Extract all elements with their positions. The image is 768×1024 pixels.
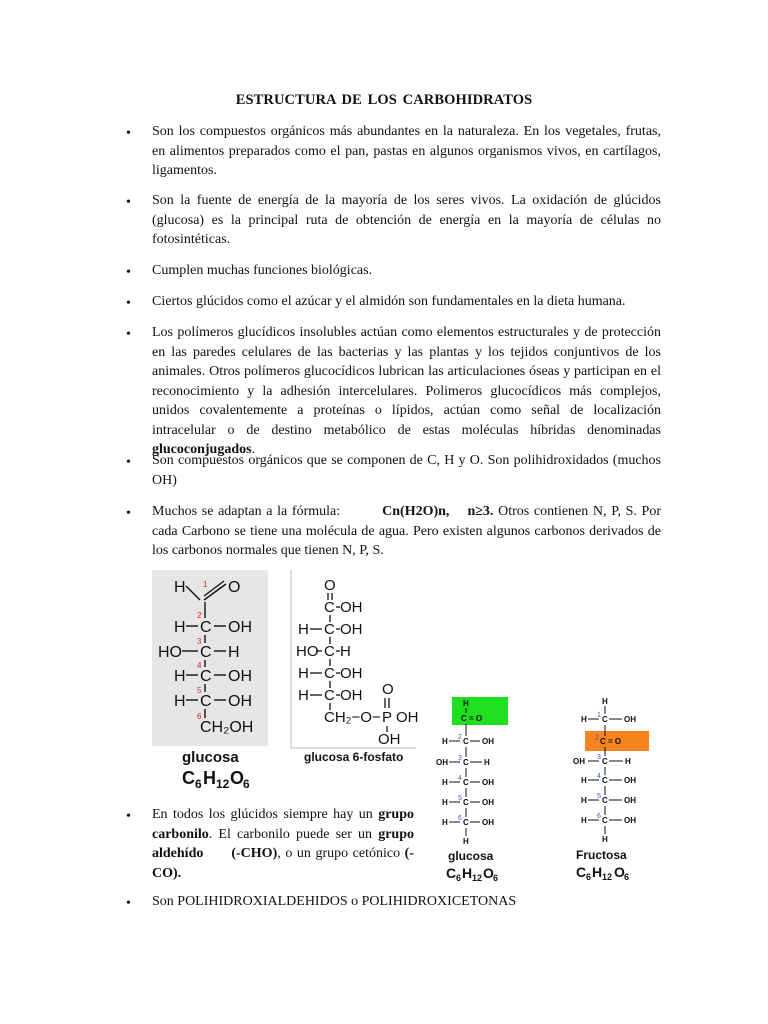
formula-part: H — [203, 768, 216, 788]
atom-label: C — [324, 599, 335, 616]
carbon-number: 1 — [203, 580, 208, 589]
formula-part: 6 — [243, 777, 250, 790]
atom-label: H — [442, 818, 448, 827]
carbon-number: 1 — [597, 712, 601, 719]
atom-label: H — [581, 776, 587, 785]
molecule-name: glucosa 6-fosfato — [304, 750, 404, 764]
atom-label: C — [602, 715, 608, 724]
paragraph-carbonyl — [152, 805, 414, 883]
atom-label: C — [324, 687, 335, 704]
formula-part: 12 — [602, 872, 613, 882]
aldehyde-term: grupo aldehído — [152, 826, 414, 861]
atom-label: OH — [340, 621, 363, 638]
glucose-fischer-figure — [432, 694, 518, 884]
bullet-marker: • — [126, 327, 131, 342]
paragraph-composition: Son compuestos orgánicos que se componen de C, H y O. Son polihidroxidados (muchos OH) — [152, 453, 661, 488]
carbon-number: 4 — [458, 775, 462, 782]
formula-expression: Cn(H2O)n, — [382, 504, 450, 519]
atom-label: C — [200, 644, 212, 661]
bullet-marker: • — [126, 126, 131, 141]
formula-part: 6 — [195, 777, 202, 790]
atom-label: H — [463, 837, 469, 846]
molecule-name: Fructosa — [576, 848, 627, 862]
carbonyl-text: , o un grupo cetónico — [277, 846, 405, 861]
bullet-marker: • — [126, 896, 131, 911]
carbon-number: 6 — [197, 712, 202, 721]
atom-label: O — [324, 577, 336, 594]
carbon-number: 4 — [197, 661, 202, 670]
formula-part: 6 — [493, 873, 499, 883]
atom-label: H — [228, 644, 240, 661]
polymers-text: Los polímeros glucídicos insolubles actúan como elementos estructurales y de protección en las paredes celulares de las bacterias y las plantas y los tejidos conjuntivos de los animales. Otros polímeros glucocídicos lubrican las articulaciones óseas y participan en el reconocimiento y la adhesión intercelulares. Polimeros glucocídicos más complejos, unidos covalentemente a proteínas o lípidos, actúan como señal de localización intracelular o de destino metabólico de estas moléculas híbridas denominadas — [152, 325, 661, 438]
atom-label: OH — [624, 796, 636, 805]
atom-label: H — [174, 579, 186, 596]
formula-part: 12 — [216, 777, 230, 790]
aldehyde-formula: (-CHO) — [231, 846, 278, 861]
atom-label: OH — [396, 709, 419, 726]
carbon-number: 6 — [458, 815, 462, 822]
atom-label: HO — [296, 643, 319, 660]
atom-label: C = O — [600, 737, 622, 746]
atom-label: H — [581, 816, 587, 825]
paragraph-abundance: Son los compuestos orgánicos más abundantes en la naturaleza. En los vegetales, frutas, en alimentos preparados como el pan, pastas en algunos organismos vivos, en cartílagos, ligamentos. — [152, 124, 661, 178]
carbon-number: 3 — [197, 637, 202, 646]
bullet-marker: • — [126, 195, 131, 210]
atom-label: C — [602, 816, 608, 825]
glucose-structure-figure — [152, 570, 268, 790]
carbon-number: 6 — [597, 813, 601, 820]
formula-part: O — [483, 865, 494, 881]
formula-part: O — [614, 864, 625, 880]
atom-label: C — [200, 693, 212, 710]
paragraph-functions: Cumplen muchas funciones biológicas. — [152, 263, 373, 278]
atom-label: H — [602, 697, 608, 706]
atom-label: C — [324, 643, 335, 660]
carbon-number: 5 — [197, 686, 202, 695]
atom-label: OH — [228, 693, 252, 710]
bullet-marker: • — [126, 809, 131, 824]
formula-part: C — [576, 864, 587, 880]
atom-label: OH — [228, 619, 252, 636]
bullet-marker: • — [126, 455, 131, 470]
fructose-fischer-figure — [568, 694, 658, 884]
atom-label: H — [174, 693, 186, 710]
atom-label: C — [602, 757, 608, 766]
atom-label: OH — [228, 668, 252, 685]
atom-label: H — [602, 835, 608, 844]
carbon-number: 2 — [595, 735, 599, 742]
paragraph-diet: Ciertos glúcidos como el azúcar y el almidón son fundamentales en la dieta humana. — [152, 294, 626, 309]
atom-label: C — [602, 776, 608, 785]
polymers-end: . — [251, 442, 256, 457]
atom-label: OH — [482, 798, 494, 807]
atom-label: OH — [340, 687, 363, 704]
atom-label: H — [581, 715, 587, 724]
atom-label: OH — [624, 816, 636, 825]
atom-label: H — [298, 665, 309, 682]
atom-label: H — [174, 619, 186, 636]
atom-label: O — [228, 579, 241, 596]
atom-label: H — [442, 737, 448, 746]
atom-label: H — [298, 621, 309, 638]
paragraph-energy: Son la fuente de energía de la mayoría de los seres vivos. La oxidación de glúcidos (glucosa) es la principal ruta de obtención de energía en la mayoría de células no fotosintéticas. — [152, 193, 661, 247]
carbon-number: 4 — [597, 773, 601, 780]
ketone-formula: (-CO). — [152, 846, 414, 881]
bullet-marker: • — [126, 265, 131, 280]
atom-label: P — [382, 709, 393, 726]
atom-label: H — [625, 757, 631, 766]
atom-label: OH — [482, 737, 494, 746]
atom-label: C — [324, 665, 335, 682]
atom-label: CH₂−O− — [324, 709, 381, 726]
atom-label: H — [298, 687, 309, 704]
atom-label: OH — [573, 757, 585, 766]
formula-part: O — [230, 768, 245, 788]
atom-label: OH — [624, 715, 636, 724]
atom-label: C — [463, 818, 469, 827]
paragraph-polymers — [152, 323, 661, 460]
atom-label: H — [581, 796, 587, 805]
carbon-number: 3 — [597, 754, 601, 761]
atom-label: H — [484, 758, 490, 767]
atom-label: C — [463, 737, 469, 746]
atom-label: H — [174, 668, 186, 685]
formula-part: C — [182, 768, 195, 788]
glucose-6-phosphate-figure — [290, 570, 420, 770]
carbon-number: 5 — [597, 793, 601, 800]
atom-label: OH — [436, 758, 448, 767]
atom-label: C — [324, 621, 335, 638]
document-title: ESTRUCTURA DE LOS CARBOHIDRATOS — [235, 92, 533, 108]
atom-label: C — [463, 758, 469, 767]
formula-part: H — [462, 865, 473, 881]
bullet-marker: • — [126, 296, 131, 311]
paragraph-polyhydroxy: Son POLIHIDROXIALDEHIDOS o POLIHIDROXICETONAS — [152, 894, 517, 909]
formula-part: 12 — [472, 873, 483, 883]
glucoconjugados-term: glucoconjugados — [152, 442, 252, 457]
formula-part: 6 — [586, 872, 592, 882]
atom-label: OH — [378, 731, 401, 748]
carbon-number: 2 — [458, 734, 462, 741]
molecule-name: glucosa — [448, 849, 494, 863]
atom-label: H — [463, 699, 469, 708]
formula-text: Otros contienen N, P, S. Por cada Carbono se tiene una molécula de agua. Pero existen algunos carbonos derivados de los carbonos normales que tienen N, P, S. — [152, 504, 661, 558]
atom-label: OH — [624, 776, 636, 785]
formula-intro: Muchos se adaptan a la fórmula: — [152, 504, 341, 519]
atom-label: C — [602, 796, 608, 805]
atom-label: CH₂OH — [200, 719, 254, 736]
atom-label: H — [442, 778, 448, 787]
carbon-number: 3 — [458, 755, 462, 762]
atom-label: C — [200, 619, 212, 636]
carbonyl-term: grupo carbonilo — [152, 807, 414, 842]
atom-label: OH — [482, 818, 494, 827]
formula-part: C — [446, 865, 457, 881]
carbonyl-text: En todos los glúcidos siempre hay un — [152, 807, 379, 822]
atom-label: OH — [340, 599, 363, 616]
atom-label: C — [463, 778, 469, 787]
formula-part: 6 — [456, 873, 462, 883]
paragraph-formula — [152, 502, 661, 561]
atom-label: C — [463, 798, 469, 807]
atom-label: C = O — [461, 714, 483, 723]
carbon-number: 5 — [458, 795, 462, 802]
atom-label: H — [340, 643, 351, 660]
atom-label: OH — [482, 778, 494, 787]
carbonyl-text: . El carbonilo puede ser un — [208, 826, 379, 842]
molecule-name: glucosa — [182, 749, 239, 766]
atom-label: H — [442, 798, 448, 807]
atom-label: HO — [158, 644, 182, 661]
atom-label: O — [382, 681, 394, 698]
formula-part: 6 — [624, 872, 630, 882]
formula-part: H — [592, 864, 603, 880]
atom-label: C — [200, 668, 212, 685]
bullet-marker: • — [126, 506, 131, 521]
atom-label: OH — [340, 665, 363, 682]
carbon-number: 2 — [197, 611, 202, 620]
formula-condition: n≥3. — [467, 504, 494, 519]
